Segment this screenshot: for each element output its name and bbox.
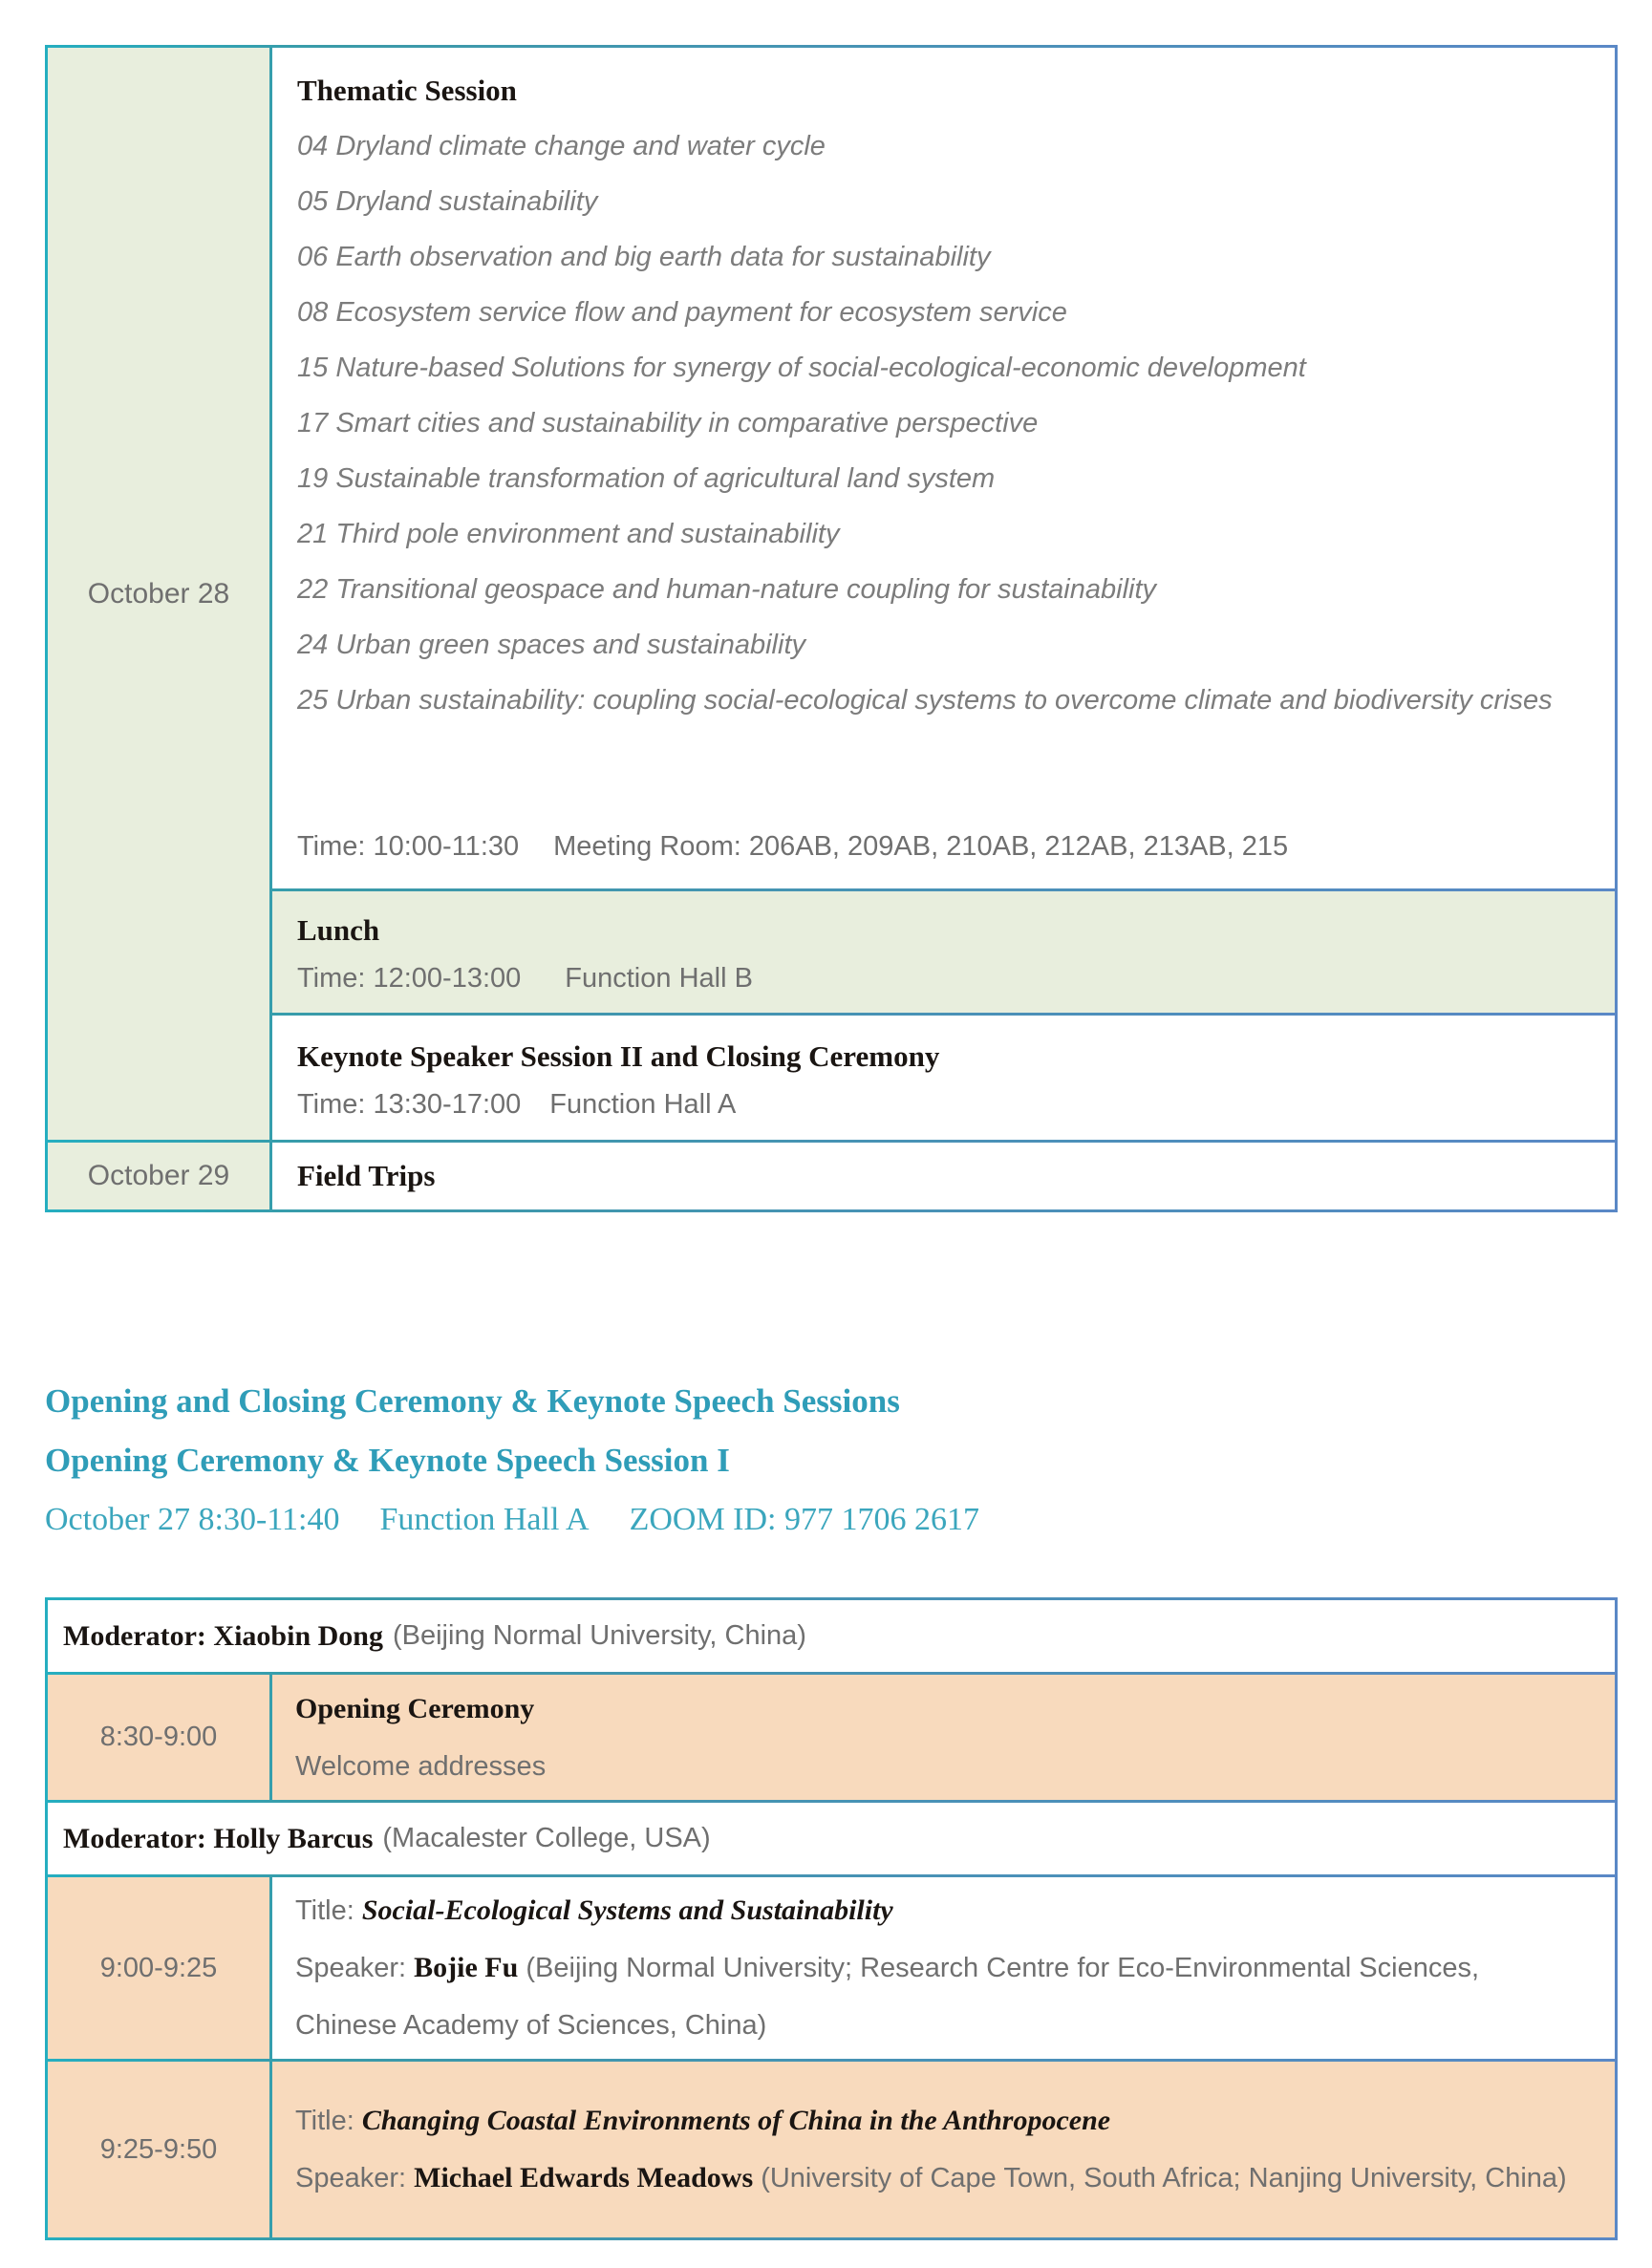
date-label: October 29 — [87, 1160, 230, 1191]
title-label: Title: — [295, 2106, 354, 2136]
date-cell-october-28 — [48, 48, 269, 1140]
talk-title: Changing Coastal Environments of China in the Anthropocene — [361, 2105, 1111, 2136]
speaker-name: Michael Edwards Meadows — [414, 2162, 754, 2193]
keynote-closing-title: Keynote Speaker Session II and Closing Ceremony — [297, 1038, 940, 1073]
lunch-time-row — [297, 963, 1590, 995]
talk-speaker-line — [295, 1939, 1586, 2054]
field-trips-label: Field Trips — [297, 1159, 436, 1192]
event-title: Opening Ceremony — [295, 1692, 535, 1724]
session-item: 06 Earth observation and big earth data for sustainability — [297, 242, 991, 272]
subsection-title: Opening Ceremony & Keynote Speech Session I — [45, 1442, 730, 1479]
thematic-time-row — [297, 827, 1590, 866]
session-datetime: October 27 8:30-11:40 — [45, 1502, 340, 1537]
field-trips-cell — [272, 1143, 1615, 1209]
time-label: Time: 10:00-11:30 — [297, 831, 520, 862]
session-item: 22 Transitional geospace and human-nature coupling for sustainability — [297, 574, 1157, 605]
session-item: 24 Urban green spaces and sustainability — [297, 630, 805, 660]
keynote-talk-cell-2 — [272, 2062, 1615, 2237]
moderator-affiliation: (Beijing Normal University, China) — [392, 1620, 806, 1651]
moderator-name: Moderator: Xiaobin Dong — [63, 1619, 383, 1652]
lunch-cell — [272, 891, 1615, 1013]
moderator-row-1 — [48, 1600, 1615, 1672]
speaker-label: Speaker: — [295, 2163, 407, 2193]
title-label: Title: — [295, 1895, 354, 1926]
date-label: October 28 — [87, 577, 230, 610]
session-item: 08 Ecosystem service flow and payment for ecosystem service — [297, 297, 1067, 328]
talk-title-line — [295, 2092, 1586, 2150]
talk-title-line — [295, 1882, 1586, 1939]
session-item: 25 Urban sustainability: coupling social-ecological systems to overcome climate and biodiversity crises — [297, 685, 1553, 716]
time-cell — [48, 1675, 269, 1800]
moderator-name: Moderator: Holly Barcus — [63, 1822, 374, 1854]
thematic-session-cell — [272, 48, 1615, 888]
thematic-session-title: Thematic Session — [297, 74, 517, 107]
talk-title: Social-Ecological Systems and Sustainability — [361, 1894, 893, 1926]
session-item: 17 Smart cities and sustainability in comparative perspective — [297, 408, 1039, 439]
opening-ceremony-cell — [272, 1675, 1615, 1800]
session-item: 15 Nature-based Solutions for synergy of social-ecological-economic development — [297, 353, 1306, 383]
moderator-affiliation: (Macalester College, USA) — [382, 1823, 711, 1853]
meeting-rooms-label: Meeting Room: 206AB, 209AB, 210AB, 212AB, 213AB, 215 — [553, 831, 1289, 862]
session-date-line — [45, 1490, 979, 1550]
section-title: Opening and Closing Ceremony & Keynote Speech Sessions — [45, 1382, 900, 1420]
session-item: 19 Sustainable transformation of agricultural land system — [297, 463, 996, 494]
event-subtitle: Welcome addresses — [295, 1750, 547, 1782]
location-label: Function Hall A — [549, 1088, 737, 1120]
time-range: 8:30-9:00 — [99, 1722, 218, 1752]
speaker-affiliation: (Beijing Normal University; Research Centre for Eco-Environmental Sciences, Chinese Academy of Sciences, China) — [295, 1953, 1480, 2041]
time-range: 9:00-9:25 — [99, 1952, 218, 1983]
keynote-closing-cell — [272, 1016, 1615, 1140]
day-schedule-table — [45, 45, 1618, 1212]
lunch-title: Lunch — [297, 913, 380, 947]
time-label: Time: 12:00-13:00 — [297, 963, 522, 994]
session-zoom-id: ZOOM ID: 977 1706 2617 — [629, 1502, 980, 1537]
speaker-affiliation: (University of Cape Town, South Africa; Nanjing University, China) — [761, 2163, 1567, 2193]
speaker-name: Bojie Fu — [414, 1952, 519, 1983]
time-label: Time: 13:30-17:00 — [297, 1088, 522, 1120]
keynote-talk-cell-1 — [272, 1877, 1615, 2059]
date-cell-october-29 — [48, 1143, 269, 1209]
section-headings — [45, 1372, 979, 1550]
session-item: 21 Third pole environment and sustainability — [297, 519, 840, 549]
session-item: 05 Dryland sustainability — [297, 186, 598, 217]
talk-speaker-line — [295, 2150, 1586, 2207]
opening-session-table — [45, 1597, 1618, 2240]
keynote-time-row — [297, 1089, 1590, 1121]
time-range: 9:25-9:50 — [99, 2133, 218, 2165]
location-label: Function Hall B — [565, 963, 753, 994]
session-item: 04 Dryland climate change and water cycle — [297, 131, 826, 161]
session-location: Function Hall A — [379, 1502, 590, 1537]
time-cell — [48, 2062, 269, 2237]
moderator-row-2 — [48, 1803, 1615, 1874]
time-cell — [48, 1877, 269, 2059]
speaker-label: Speaker: — [295, 1953, 407, 1983]
